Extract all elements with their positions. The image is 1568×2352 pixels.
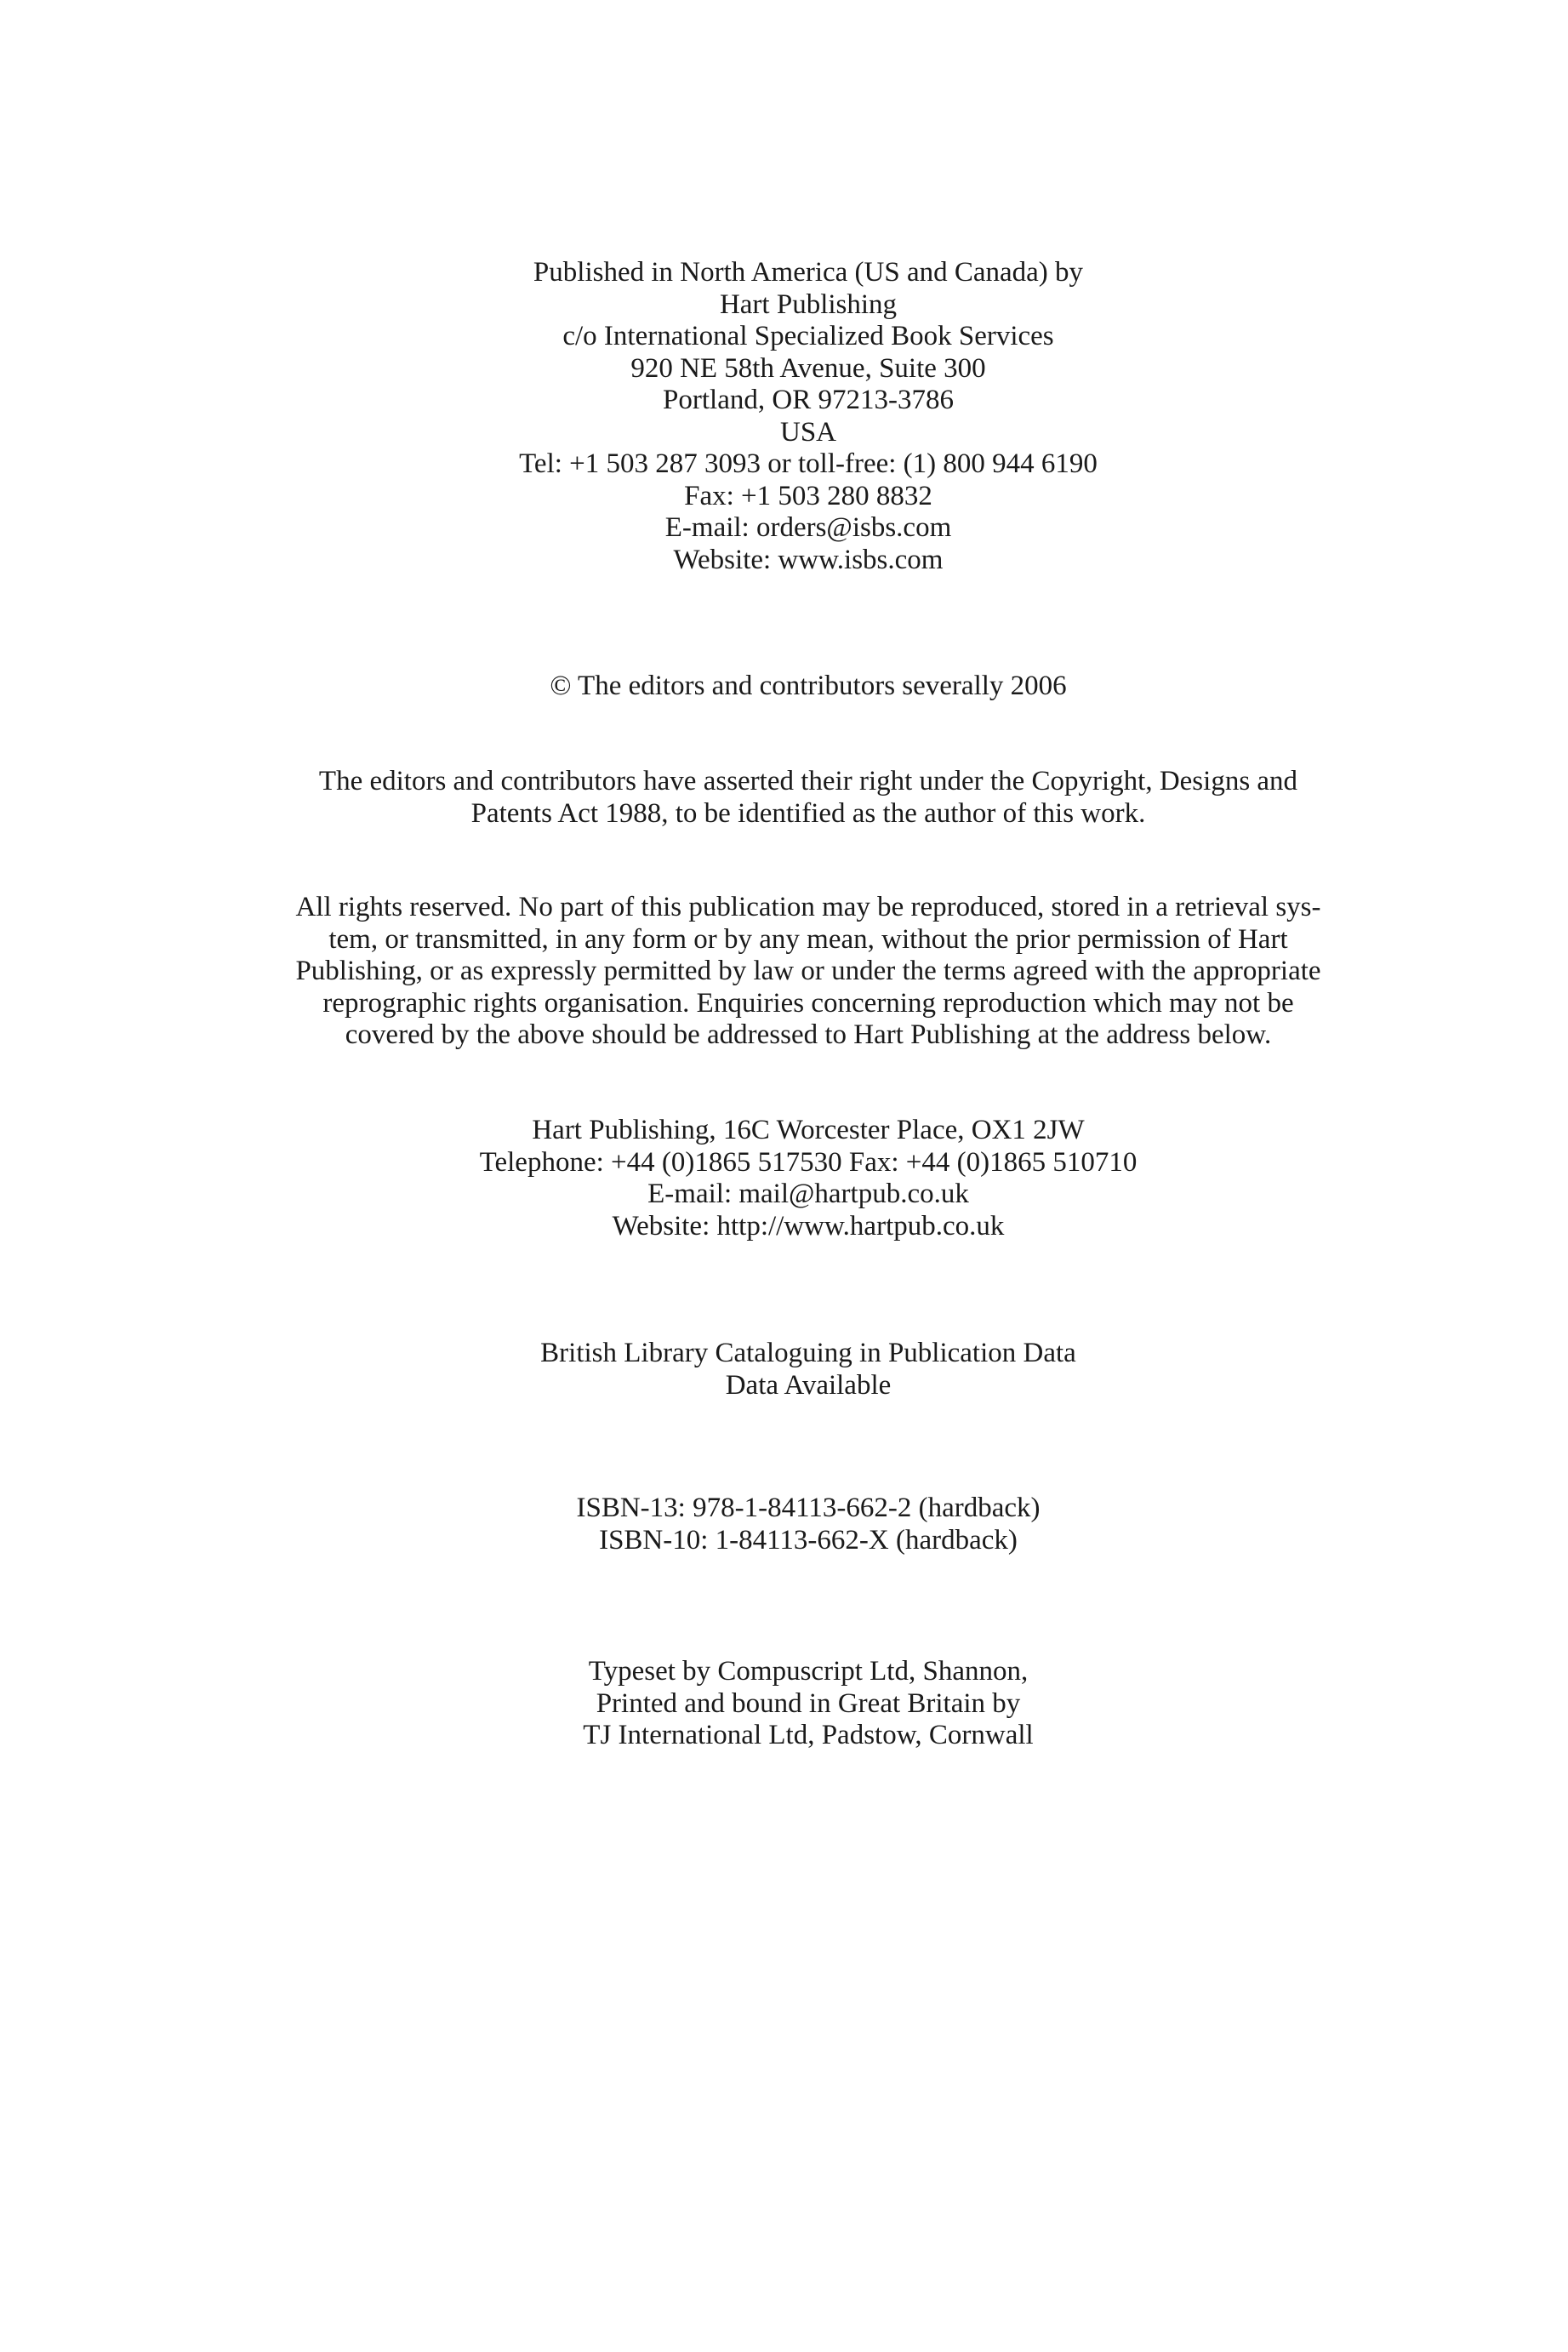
copyright-notice: © The editors and contributors severally 2006 [550,671,1067,701]
printer-line: Printed and bound in Great Britain by [596,1687,1021,1719]
rights-paragraph-line: All rights reserved. No part of this publication may be reproduced, stored in a retrieval sys- [295,892,1321,922]
street-address-line: 920 NE 58th Avenue, Suite 300 [630,352,986,384]
british-library-block [238,1338,1378,1401]
all-rights-reserved-block [238,892,1378,1052]
email-line: E-mail: orders@isbs.com [664,512,952,543]
cataloguing-heading: British Library Cataloguing in Publication Data [540,1338,1076,1368]
city-state-zip-line: Portland, OR 97213-3786 [663,385,954,415]
hart-phone-fax-line: Telephone: +44 (0)1865 517530 Fax: +44 (0)1865 510710 [479,1146,1138,1178]
isbn-13-line: ISBN-13: 978-1-84113-662-2 (hardback) [576,1493,1041,1523]
printer-name-line: TJ International Ltd, Padstow, Cornwall [583,1720,1034,1750]
typesetter-line: Typeset by Compuscript Ltd, Shannon, [588,1656,1029,1687]
distributor-name-line: c/o International Specialized Book Services [562,321,1054,351]
rights-paragraph-line: Publishing, or as expressly permitted by law or under the terms agreed with the appropriate [295,956,1321,986]
rights-paragraph-line: covered by the above should be addressed to Hart Publishing at the address below. [345,1019,1272,1050]
website-line: Website: www.isbs.com [673,544,944,575]
publisher-name-line: Hart Publishing [719,288,898,320]
moral-rights-block [238,766,1378,830]
hart-publishing-contact-block [238,1115,1378,1242]
rights-paragraph-line: reprographic rights organisation. Enquiries concerning reproduction which may not be [322,987,1294,1019]
typeset-printing-block [238,1656,1378,1752]
cataloguing-status: Data Available [725,1369,892,1401]
hart-website-line: Website: http://www.hartpub.co.uk [612,1210,1005,1242]
hart-email-line: E-mail: mail@hartpub.co.uk [647,1179,969,1209]
telephone-line: Tel: +1 503 287 3093 or toll-free: (1) 800 944 6190 [519,448,1098,479]
country-line: USA [779,416,837,448]
fax-line: Fax: +1 503 280 8832 [684,480,932,511]
moral-rights-line: The editors and contributors have asserted their right under the Copyright, Designs and [318,766,1298,796]
isbn-10-line: ISBN-10: 1-84113-662-X (hardback) [599,1524,1018,1556]
copyright-notice-block [238,671,1378,703]
isbn-block [238,1493,1378,1556]
moral-rights-line: Patents Act 1988, to be identified as the author of this work. [470,797,1146,829]
hart-address-line: Hart Publishing, 16C Worcester Place, OX1 2JW [532,1115,1085,1145]
rights-paragraph-line: tem, or transmitted, in any form or by any mean, without the prior permission of Hart [328,923,1288,955]
north-america-distributor-block [238,257,1378,576]
publisher-intro-line: Published in North America (US and Canada) by [533,257,1084,288]
